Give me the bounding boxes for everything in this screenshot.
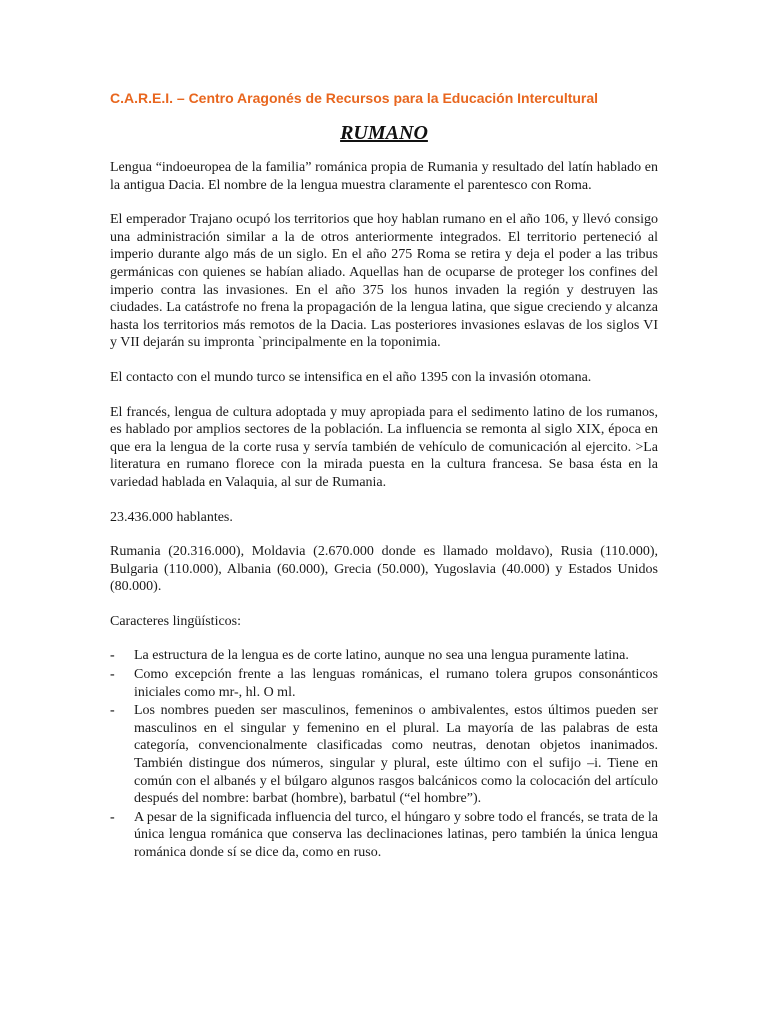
bullet-dash: - <box>110 809 115 825</box>
paragraph-turkish-contact: El contacto con el mundo turco se intensifica en el año 1395 con la invasión otomana. <box>110 369 592 385</box>
list-item <box>110 666 658 701</box>
paragraph-countries: Rumania (20.316.000), Moldavia (2.670.000 donde es llamado moldavo), Rusia (110.000), Bulgaria (110.000), Albania (60.000), Grecia (50.000), Yugoslavia (40.000) y Estados Unidos (80.000). <box>110 544 658 595</box>
paragraph-french-influence: El francés, lengua de cultura adoptada y muy apropiada para el sedimento latino de los rumanos, es hablado por amplios sectores de la población. La influencia se remonta al siglo XIX, época en que era la lengua de la corte rusa y servía también de vehículo de comunicación al ejercito. >La literatura en rumano florece con la mirada puesta en la cultura francesa. Se basa ésta en la variedad hablada en Valaquia, al sur de Rumania. <box>110 404 658 490</box>
document-header: C.A.R.E.I. – Centro Aragonés de Recursos para la Educación Intercultural <box>110 90 599 106</box>
list-item-text: Como excepción frente a las lenguas románicas, el rumano tolera grupos consonánticos iniciales como mr-, hl. O ml. <box>134 667 658 700</box>
paragraph-speakers-count: 23.436.000 hablantes. <box>110 509 233 525</box>
list-item <box>110 647 658 665</box>
list-item-text: A pesar de la significada influencia del turco, el húngaro y sobre todo el francés, se trata de la única lengua románica que conserva las declinaciones latinas, pero también la única lengua románica donde sí se dice da, como en ruso. <box>134 809 659 860</box>
paragraph-intro: Lengua “indoeuropea de la familia” románica propia de Rumania y resultado del latín hablado en la antigua Dacia. El nombre de la lengua muestra claramente el parentesco con Roma. <box>110 160 658 193</box>
linguistic-features-list <box>110 647 658 861</box>
list-item-text: La estructura de la lengua es de corte latino, aunque no sea una lengua puramente latina. <box>134 648 629 664</box>
document-title: RUMANO <box>340 122 428 144</box>
paragraph-linguistic-heading: Caracteres lingüísticos: <box>110 613 242 629</box>
list-item <box>110 809 658 862</box>
bullet-dash: - <box>110 667 115 683</box>
list-item-text: Los nombres pueden ser masculinos, femeninos o ambivalentes, estos últimos pueden ser masculinos en el singular y femenino en el plural. La mayoría de las palabras de esta categoría, convencionalmente clasificadas como neutras, denotan objetos inanimados. También distingue dos números, singular y plural, este último con el sufijo –i. Tiene en común con el albanés y el búlgaro algunos rasgos balcánicos como la colocación del artículo después del nombre: barbat (hombre), barbatul (“el hombre”). <box>134 703 658 807</box>
bullet-dash: - <box>110 648 115 664</box>
list-item <box>110 702 658 808</box>
paragraph-history: El emperador Trajano ocupó los territorios que hoy hablan rumano en el año 106, y llevó consigo una administración similar a la de otros anteriormente integrados. El territorio perteneció al imperio durante algo más de un siglo. En el año 275 Roma se retira y deja el poder a las tribus germánicas con quienes se habían aliado. Aquellas han de ocuparse de proteger los confines del imperio contra las invasiones. En el año 375 los hunos invaden la región y destruyen las ciudades. La catástrofe no frena la propagación de la lengua latina, que sigue creciendo y alcanza hasta los territorios más remotos de la Dacia. Las posteriores invasiones eslavas de los siglos VI y VII dejarán su impronta `principalmente en la toponimia. <box>110 212 658 351</box>
bullet-dash: - <box>110 703 115 719</box>
